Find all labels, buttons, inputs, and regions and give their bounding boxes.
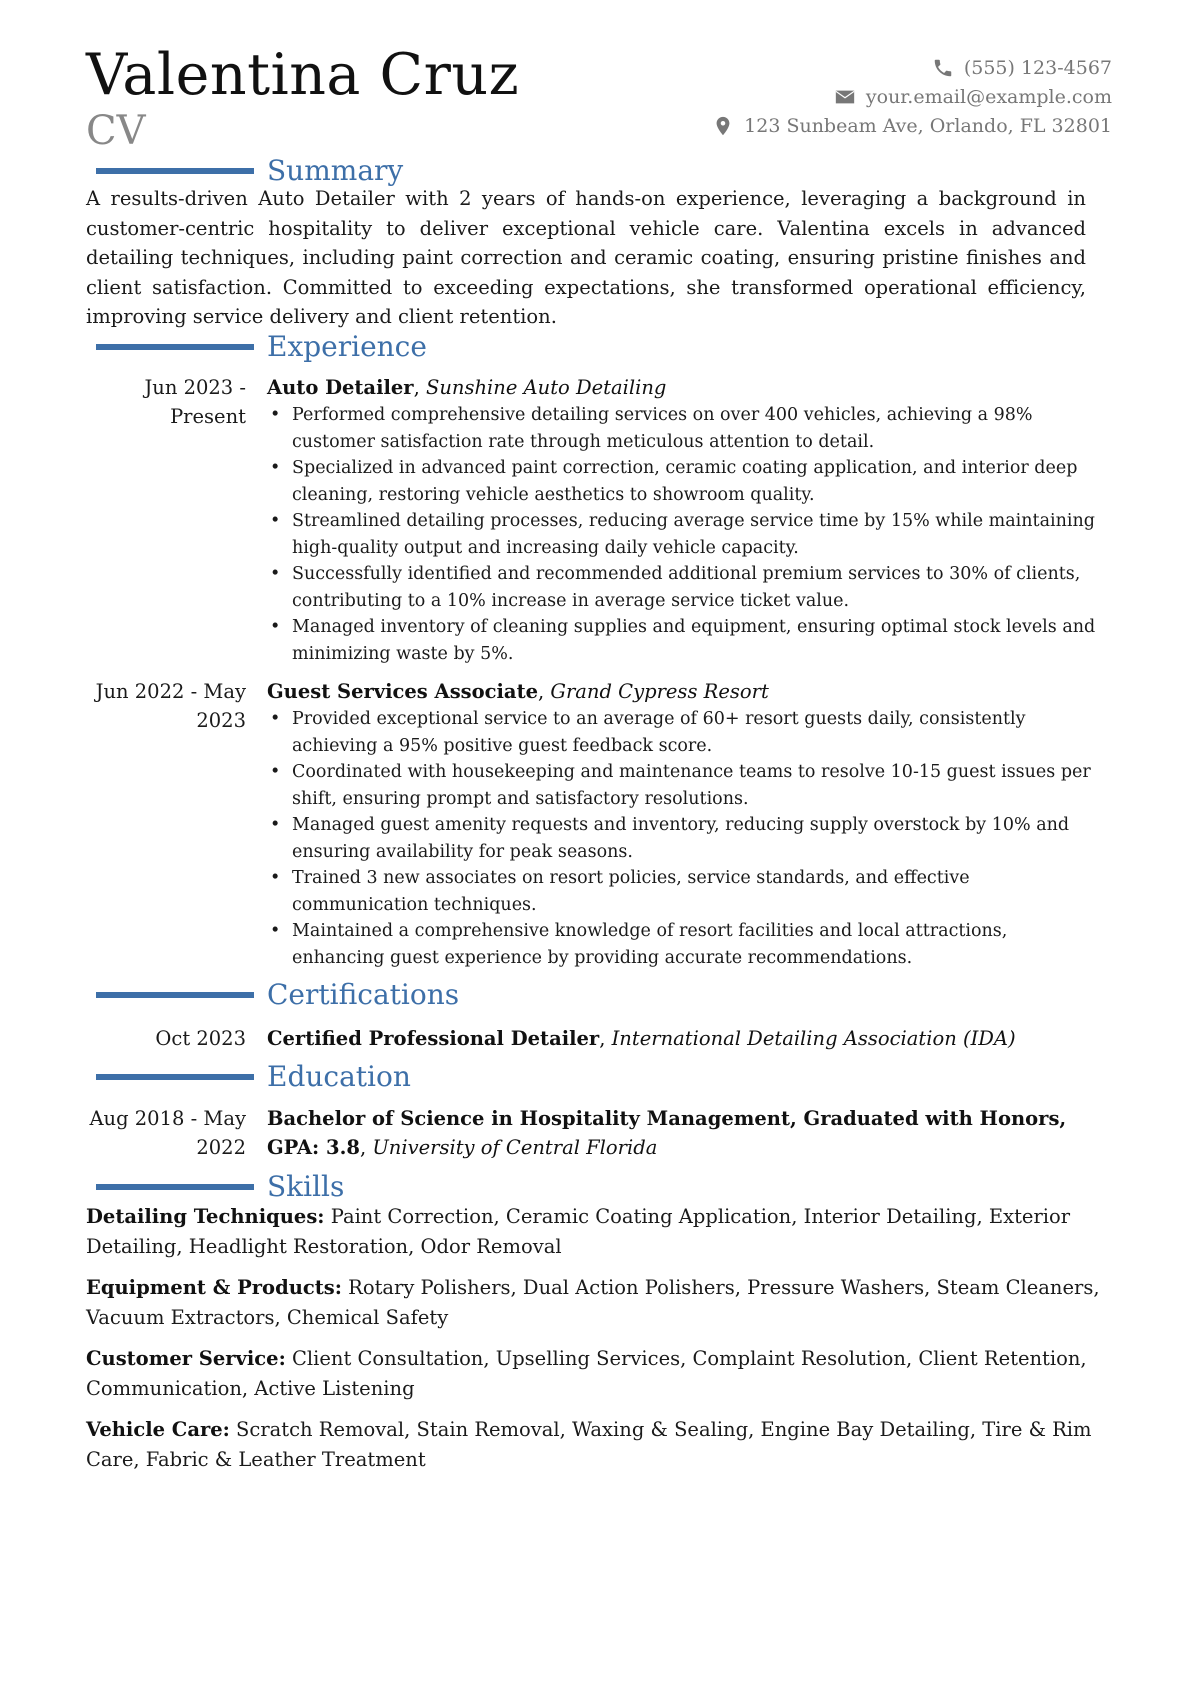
school-name: University of Central Florida bbox=[372, 1136, 658, 1159]
certification-title: Certified Professional Detailer bbox=[267, 1027, 600, 1050]
skill-row bbox=[86, 1344, 1116, 1403]
section-title-experience: Experience bbox=[267, 330, 427, 363]
contact-phone bbox=[552, 53, 1112, 82]
contact-address bbox=[552, 111, 1112, 140]
list-item: • Successfully identified and recommended additional premium services to 30% of clients, contributing to a 10% increase in average service ticket value. bbox=[267, 561, 1097, 614]
skill-label: Detailing Techniques: bbox=[86, 1205, 325, 1228]
section-title-education: Education bbox=[267, 1060, 411, 1093]
email-link[interactable]: your.email@example.com bbox=[865, 85, 1112, 108]
document-subtitle: CV bbox=[86, 108, 146, 154]
section-rule bbox=[96, 1184, 254, 1190]
section-rule bbox=[96, 344, 254, 350]
skill-value: Rotary Polishers, Dual Action Polishers, Pressure Washers, Steam Cleaners, Vacuum Extractors, Chemical Safety bbox=[86, 1276, 1100, 1329]
experience-heading: Guest Services Associate, Grand Cypress Resort bbox=[267, 680, 769, 703]
candidate-name: Valentina Cruz bbox=[86, 42, 520, 108]
section-title-summary: Summary bbox=[267, 154, 404, 187]
envelope-icon bbox=[834, 86, 856, 108]
list-item: • Managed inventory of cleaning supplies and equipment, ensuring optimal stock levels and minimizing waste by 5%. bbox=[267, 614, 1097, 667]
address-text: 123 Sunbeam Ave, Orlando, FL 32801 bbox=[744, 114, 1112, 137]
certification-entry bbox=[267, 1024, 1097, 1053]
list-item: • Managed guest amenity requests and inventory, reducing supply overstock by 10% and ensuring availability for peak seasons. bbox=[267, 812, 1097, 865]
skills-list bbox=[86, 1202, 1116, 1486]
skill-row bbox=[86, 1273, 1116, 1332]
section-title-skills: Skills bbox=[267, 1170, 345, 1203]
section-rule bbox=[96, 168, 254, 174]
certification-date: Oct 2023 bbox=[155, 1027, 246, 1050]
skill-row bbox=[86, 1415, 1116, 1474]
list-item: • Coordinated with housekeeping and maintenance teams to resolve 10-15 guest issues per shift, ensuring prompt and satisfactory resolutions. bbox=[267, 759, 1097, 812]
list-item: • Provided exceptional service to an average of 60+ resort guests daily, consistently achieving a 95% positive guest feedback score. bbox=[267, 706, 1097, 759]
company-name: Grand Cypress Resort bbox=[550, 680, 769, 703]
experience-entry bbox=[267, 677, 1097, 971]
list-item: • Performed comprehensive detailing services on over 400 vehicles, achieving a 98% customer satisfaction rate through meticulous attention to detail. bbox=[267, 402, 1097, 455]
education-date: Aug 2018 - May 2022 bbox=[89, 1107, 246, 1159]
degree-title: Bachelor of Science in Hospitality Management, Graduated with Honors, GPA: 3.8 bbox=[267, 1107, 1067, 1159]
experience-date: Jun 2023 - Present bbox=[144, 376, 246, 428]
skill-label: Vehicle Care: bbox=[86, 1418, 230, 1441]
section-title-certifications: Certifications bbox=[267, 978, 460, 1011]
contact-block bbox=[552, 53, 1112, 140]
list-item: • Specialized in advanced paint correction, ceramic coating application, and interior deep cleaning, restoring vehicle aesthetics to showroom quality. bbox=[267, 455, 1097, 508]
experience-heading: Auto Detailer, Sunshine Auto Detailing bbox=[267, 376, 667, 399]
experience-date: Jun 2022 - May 2023 bbox=[95, 680, 246, 732]
skill-value: Paint Correction, Ceramic Coating Application, Interior Detailing, Exterior Detailing, Headlight Restoration, Odor Removal bbox=[86, 1205, 1071, 1258]
experience-entry bbox=[267, 373, 1097, 667]
section-rule bbox=[96, 992, 254, 998]
skill-value: Client Consultation, Upselling Services, Complaint Resolution, Client Retention, Communication, Active Listening bbox=[86, 1347, 1087, 1400]
skill-label: Customer Service: bbox=[86, 1347, 286, 1370]
job-title: Auto Detailer bbox=[267, 376, 414, 399]
job-title: Guest Services Associate bbox=[267, 680, 538, 703]
bullet-list bbox=[267, 402, 1097, 667]
list-item: • Streamlined detailing processes, reducing average service time by 15% while maintaining high-quality output and increasing daily vehicle capacity. bbox=[267, 508, 1097, 561]
education-heading: Bachelor of Science in Hospitality Management, Graduated with Honors, GPA: 3.8, University of Central Florida bbox=[267, 1107, 1067, 1159]
certification-heading: Certified Professional Detailer, International Detailing Association (IDA) bbox=[267, 1027, 1016, 1050]
section-rule bbox=[96, 1074, 254, 1080]
skill-value: Scratch Removal, Stain Removal, Waxing & Sealing, Engine Bay Detailing, Tire & Rim Care, Fabric & Leather Treatment bbox=[86, 1418, 1092, 1471]
list-item: • Maintained a comprehensive knowledge of resort facilities and local attractions, enhancing guest experience by providing accurate recommendations. bbox=[267, 918, 1097, 971]
phone-icon bbox=[932, 57, 954, 79]
skill-row bbox=[86, 1202, 1116, 1261]
certification-issuer: International Detailing Association (IDA) bbox=[611, 1027, 1016, 1050]
contact-email bbox=[552, 82, 1112, 111]
bullet-list bbox=[267, 706, 1097, 971]
skill-label: Equipment & Products: bbox=[86, 1276, 342, 1299]
phone-text[interactable]: (555) 123-4567 bbox=[963, 56, 1112, 79]
list-item: • Trained 3 new associates on resort policies, service standards, and effective communication techniques. bbox=[267, 865, 1097, 918]
summary-text: A results-driven Auto Detailer with 2 years of hands-on experience, leveraging a background in customer-centric hospitality to deliver exceptional vehicle care. Valentina excels in advanced detailing techniques, including paint correction and ceramic coating, ensuring pristine finishes and client satisfaction. Committed to exceeding expectations, she transformed operational efficiency, improving service delivery and client retention. bbox=[86, 187, 1086, 328]
company-name: Sunshine Auto Detailing bbox=[425, 376, 667, 399]
education-entry bbox=[267, 1104, 1087, 1162]
map-marker-icon bbox=[712, 115, 734, 137]
